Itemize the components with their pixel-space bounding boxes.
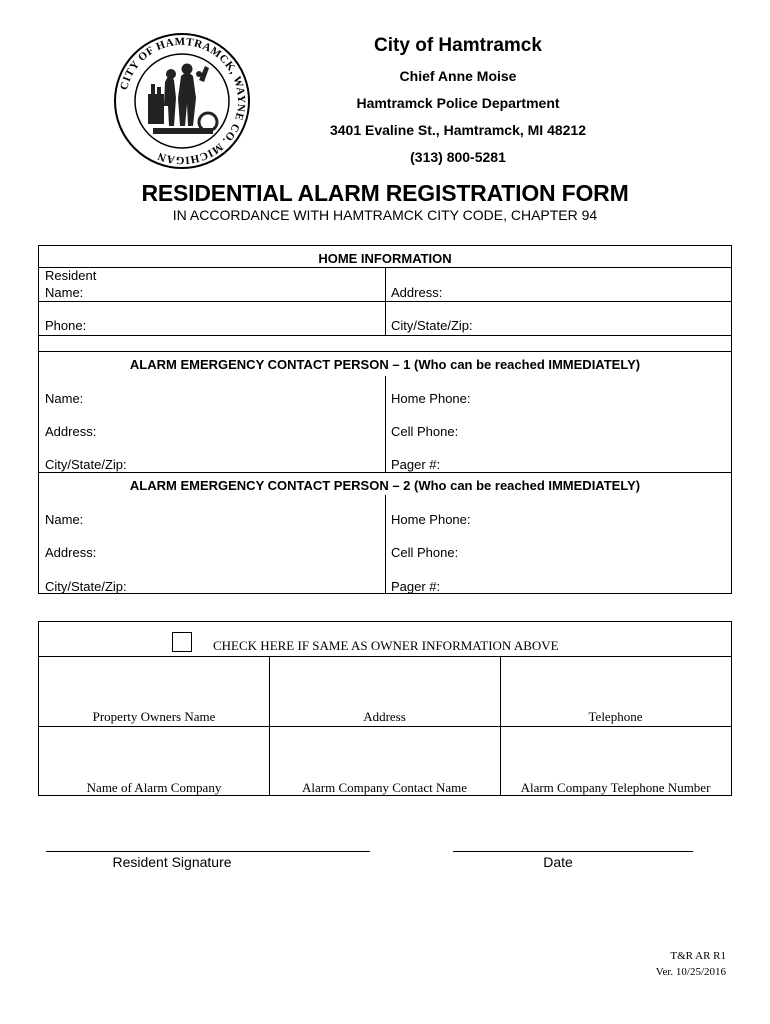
- department-phone: (313) 800-5281: [410, 149, 506, 165]
- alarm-company-contact-field[interactable]: Alarm Company Contact Name: [302, 780, 467, 795]
- contact-2-pager-field[interactable]: Pager #:: [391, 579, 441, 594]
- home-phone-field[interactable]: Phone:: [45, 318, 87, 333]
- resident-signature-label: Resident Signature: [112, 854, 232, 870]
- form-subtitle: IN ACCORDANCE WITH HAMTRAMCK CITY CODE, CHAPTER 94: [172, 207, 598, 223]
- contact-1-home-phone-field[interactable]: Home Phone:: [391, 391, 471, 406]
- contact-2-heading: ALARM EMERGENCY CONTACT PERSON – 2 (Who can be reached IMMEDIATELY): [129, 478, 641, 493]
- owner-telephone-field[interactable]: Telephone: [588, 709, 643, 724]
- contact-2-city-state-zip-field[interactable]: City/State/Zip:: [45, 579, 127, 594]
- contact-1-cell-phone-field[interactable]: Cell Phone:: [391, 424, 459, 439]
- chief-name: Chief Anne Moise: [399, 68, 517, 84]
- contact-1-city-state-zip-field[interactable]: City/State/Zip:: [45, 457, 127, 472]
- form-title: RESIDENTIAL ALARM REGISTRATION FORM: [141, 180, 629, 206]
- registration-table: [38, 245, 732, 594]
- contact-1-address-field[interactable]: Address:: [45, 424, 97, 439]
- home-information-heading: HOME INFORMATION: [318, 251, 452, 266]
- same-as-owner-checkbox[interactable]: [172, 632, 192, 652]
- contact-2-name-field[interactable]: Name:: [45, 512, 84, 527]
- owner-alarm-company-table: [38, 621, 732, 796]
- alarm-company-name-field[interactable]: Name of Alarm Company: [86, 780, 222, 795]
- property-owners-name-field[interactable]: Property Owners Name: [92, 709, 216, 724]
- resident-name-field[interactable]: Name:: [45, 285, 84, 300]
- contact-2-address-field[interactable]: Address:: [45, 545, 97, 560]
- form-code: T&R AR R1: [670, 950, 726, 962]
- city-name: City of Hamtramck: [374, 35, 542, 56]
- alarm-company-telephone-field[interactable]: Alarm Company Telephone Number: [520, 780, 711, 795]
- city-seal-logo: [113, 32, 251, 170]
- owner-address-field[interactable]: Address: [363, 709, 406, 724]
- resident-signature-line[interactable]: [46, 851, 370, 852]
- date-label: Date: [543, 854, 573, 870]
- seal-text: CITY OF HAMTRAMCK, WAYNE CO. MICHIGAN: [118, 35, 248, 167]
- same-as-owner-label: CHECK HERE IF SAME AS OWNER INFORMATION ABOVE: [213, 638, 559, 653]
- resident-name-label-line1: Resident: [45, 268, 97, 283]
- home-city-state-zip-field[interactable]: City/State/Zip:: [391, 318, 473, 333]
- contact-1-heading: ALARM EMERGENCY CONTACT PERSON – 1 (Who can be reached IMMEDIATELY): [129, 357, 641, 372]
- contact-2-cell-phone-field[interactable]: Cell Phone:: [391, 545, 459, 560]
- department-name: Hamtramck Police Department: [356, 95, 560, 111]
- department-address: 3401 Evaline St., Hamtramck, MI 48212: [329, 122, 587, 138]
- contact-2-home-phone-field[interactable]: Home Phone:: [391, 512, 471, 527]
- contact-1-name-field[interactable]: Name:: [45, 391, 84, 406]
- form-version: Ver. 10/25/2016: [655, 966, 726, 978]
- contact-1-pager-field[interactable]: Pager #:: [391, 457, 441, 472]
- date-line[interactable]: [453, 851, 693, 852]
- home-address-field[interactable]: Address:: [391, 285, 443, 300]
